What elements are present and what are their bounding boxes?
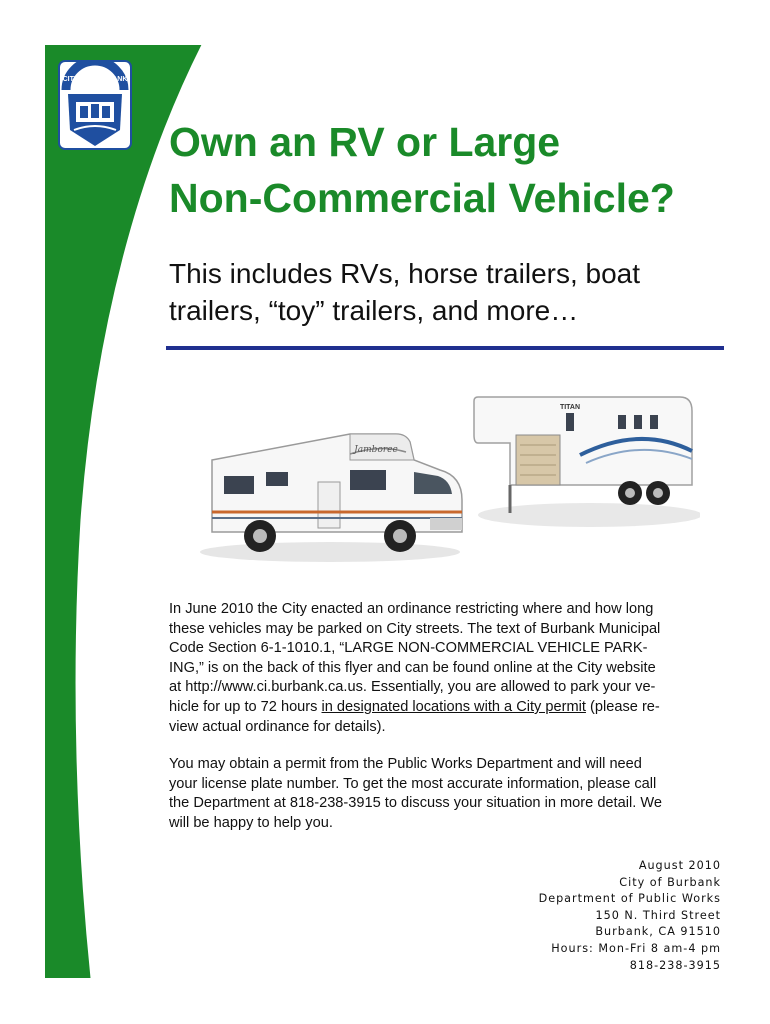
rv-brand-label: Jamboree bbox=[354, 445, 398, 455]
headline-line: Own an RV or Large bbox=[169, 119, 561, 165]
contact-phone: 818-238-3915 bbox=[629, 958, 721, 972]
seal-text: CITY OF BURBANK bbox=[62, 76, 128, 83]
contact-city-state-zip: Burbank, CA 91510 bbox=[595, 925, 721, 939]
permit-paragraph bbox=[169, 755, 721, 833]
headline bbox=[169, 114, 749, 226]
contact-city: City of Burbank bbox=[619, 875, 721, 889]
paragraph-line: at http://www.ci.burbank.ca.us. Essentially, you are allowed to park your ve- bbox=[169, 679, 656, 696]
contact-date: August 2010 bbox=[638, 859, 721, 872]
paragraph-line: ING,” is on the back of this flyer and can be found online at the City website bbox=[169, 659, 656, 676]
rv-motorhome-image bbox=[200, 420, 470, 570]
paragraph-line bbox=[169, 698, 721, 718]
subheadline bbox=[169, 255, 739, 329]
subheadline-line: This includes RVs, horse trailers, boat bbox=[169, 258, 641, 289]
contact-block bbox=[539, 858, 721, 974]
paragraph-line: Code Section 6-1-1010.1, “LARGE NON-COMMERCIAL VEHICLE PARK- bbox=[169, 640, 648, 657]
paragraph-line: will be happy to help you. bbox=[169, 814, 333, 831]
ordinance-paragraph bbox=[169, 600, 721, 737]
horse-trailer-image bbox=[470, 385, 700, 535]
paragraph-text: hicle for up to 72 hours bbox=[169, 698, 322, 715]
paragraph-line: these vehicles may be parked on City streets. The text of Burbank Municipal bbox=[169, 620, 661, 637]
subheadline-line: trailers, “toy” trailers, and more… bbox=[169, 295, 579, 326]
permit-locations-link[interactable]: in designated locations with a City permit bbox=[321, 698, 586, 715]
trailer-brand-label: TITAN bbox=[559, 404, 581, 411]
paragraph-text: (please re- bbox=[585, 698, 660, 715]
paragraph-line: You may obtain a permit from the Public Works Department and will need bbox=[169, 756, 642, 772]
paragraph-line: the Department at 818-238-3915 to discuss your situation in more detail. We bbox=[169, 795, 662, 812]
headline-line: Non-Commercial Vehicle? bbox=[169, 175, 675, 221]
contact-department: Department of Public Works bbox=[538, 892, 721, 906]
contact-hours: Hours: Mon-Fri 8 am-4 pm bbox=[551, 941, 721, 955]
paragraph-line: In June 2010 the City enacted an ordinance restricting where and how long bbox=[169, 601, 654, 617]
paragraph-line: view actual ordinance for details). bbox=[169, 718, 386, 735]
horizontal-rule bbox=[166, 346, 724, 350]
city-seal-logo bbox=[58, 60, 132, 150]
contact-street: 150 N. Third Street bbox=[595, 908, 721, 922]
paragraph-line: your license plate number. To get the most accurate information, please call bbox=[169, 775, 657, 792]
